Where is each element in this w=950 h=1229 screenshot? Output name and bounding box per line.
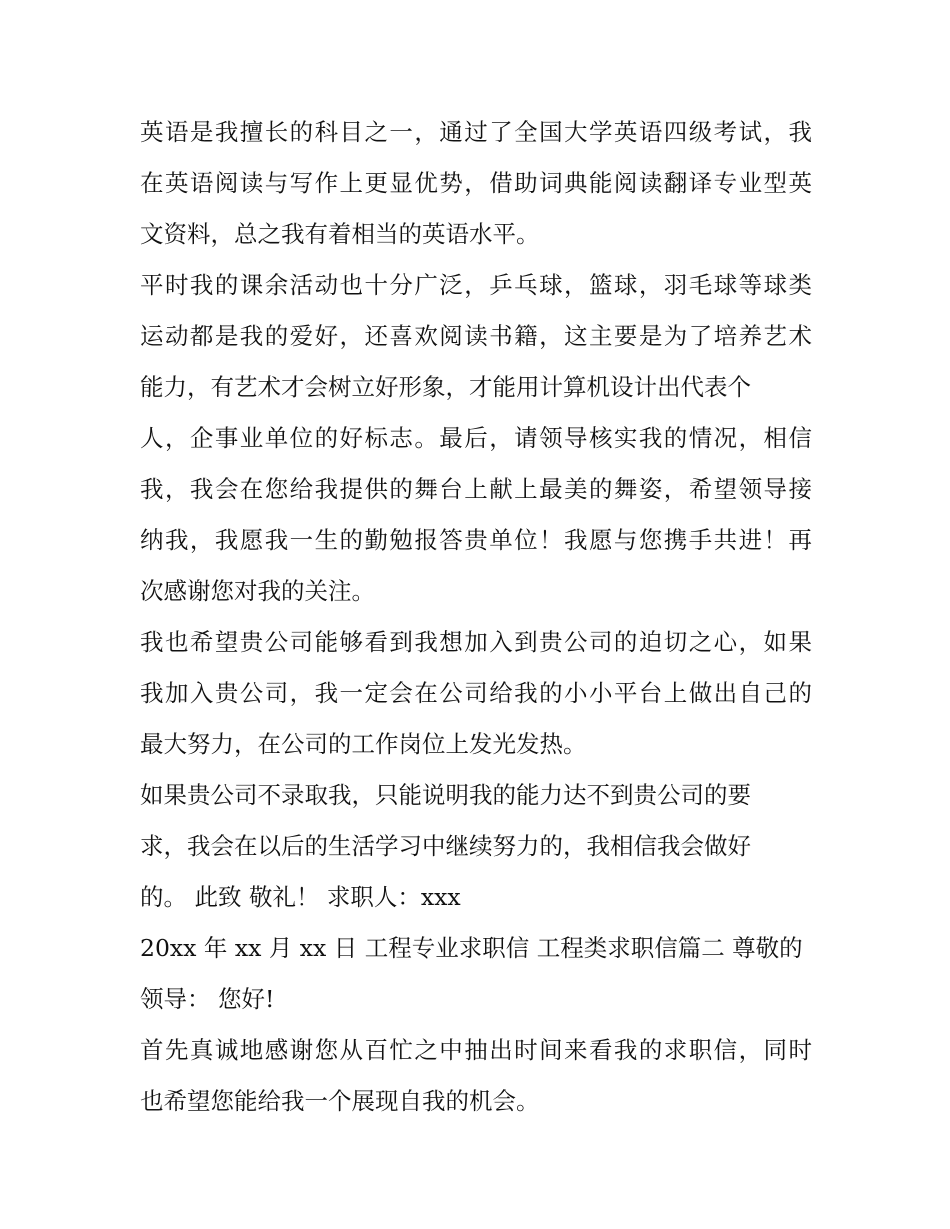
text-line: 我加入贵公司，我一定会在公司给我的小小平台上做出自己的 [140, 679, 812, 707]
text-line: 次感谢您对我的关注。 [140, 577, 375, 605]
paragraph-activities [140, 260, 812, 617]
paragraph-closing [140, 770, 812, 923]
text-line: 在英语阅读与写作上更显优势，借助词典能阅读翻译专业型英 [140, 169, 812, 197]
text-line: 也希望您能给我一个展现自我的机会。 [140, 1087, 540, 1115]
text-line: 最大努力，在公司的工作岗位上发光发热。 [140, 730, 587, 758]
text-line: 领导： 您好! [140, 985, 275, 1013]
text-line: 20xx 年 xx 月 xx 日 工程专业求职信 工程类求职信篇二 尊敬的 [140, 934, 803, 962]
text-line: 英语是我擅长的科目之一，通过了全国大学英语四级考试，我 [140, 118, 812, 146]
paragraph-hope-to-join [140, 617, 812, 770]
paragraph-date-heading [140, 923, 812, 1025]
text-line: 文资料，总之我有着相当的英语水平。 [140, 220, 540, 248]
text-line: 的。 此致 敬礼！ 求职人：xxx [140, 883, 461, 911]
text-line: 人，企事业单位的好标志。最后，请领导核实我的情况，相信 [140, 424, 812, 452]
text-line: 纳我，我愿我一生的勤勉报答贵单位！我愿与您携手共进！再 [140, 526, 812, 554]
document-body [140, 107, 812, 1127]
text-line: 运动都是我的爱好，还喜欢阅读书籍，这主要是为了培养艺术 [140, 322, 812, 350]
text-line: 我，我会在您给我提供的舞台上献上最美的舞姿，希望领导接 [140, 475, 812, 503]
paragraph-english-skills [140, 107, 812, 260]
text-line: 能力，有艺术才会树立好形象，才能用计算机设计出代表个 [140, 373, 751, 401]
paragraph-thanks [140, 1025, 812, 1127]
text-line: 如果贵公司不录取我，只能说明我的能力达不到贵公司的要 [140, 781, 751, 809]
text-line: 求，我会在以后的生活学习中继续努力的，我相信我会做好 [140, 832, 751, 860]
text-line: 首先真诚地感谢您从百忙之中抽出时间来看我的求职信，同时 [140, 1036, 812, 1064]
text-line: 我也希望贵公司能够看到我想加入到贵公司的迫切之心，如果 [140, 628, 812, 656]
text-line: 平时我的课余活动也十分广泛，乒乓球，篮球，羽毛球等球类 [140, 271, 812, 299]
